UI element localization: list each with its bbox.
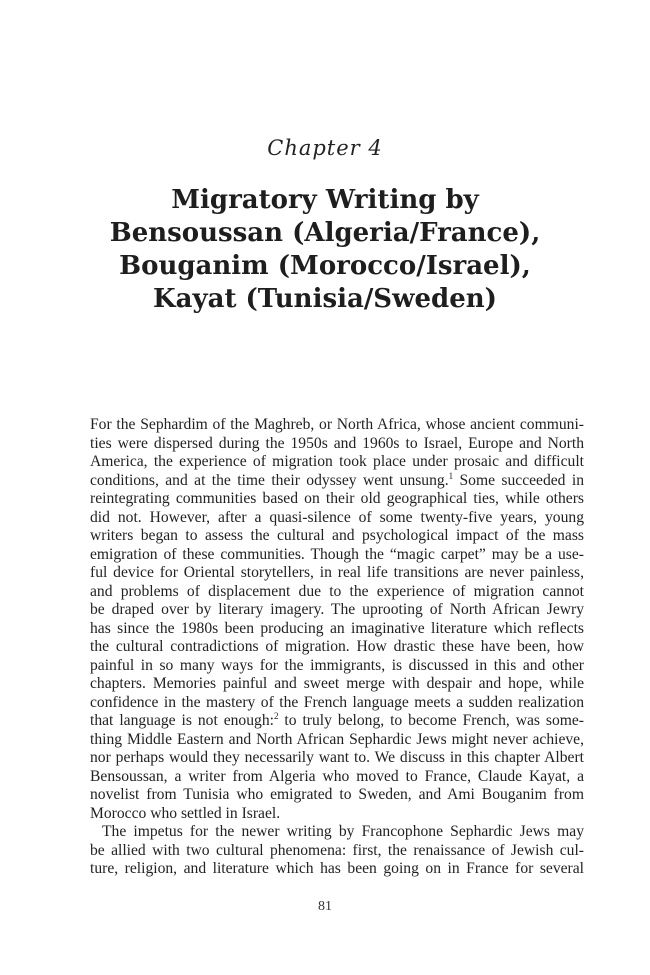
body-line — [90, 472, 584, 491]
footnote-ref: 2 — [273, 711, 279, 721]
body-line: painful in so many ways for the immigrants, is discussed in this and other — [90, 656, 584, 674]
page-number: 81 — [318, 899, 332, 914]
body-line-tail: Some succeeded in — [453, 471, 584, 489]
body-line: and problems of displacement due to the experience of migration cannot — [90, 582, 584, 600]
footnote-ref: 1 — [448, 470, 454, 481]
body-line: ties were dispersed during the 1950s and 1960s to Israel, Europe and North — [90, 434, 584, 452]
body-line: did not. However, after a quasi-silence of some twenty-five years, young — [90, 508, 584, 526]
chapter-title-line: Migratory Writing by — [171, 185, 479, 215]
body-line — [90, 712, 584, 731]
body-line-text: conditions, and at the time their odyssey went unsung. — [90, 471, 449, 489]
body-line: chapters. Memories painful and sweet merge with despair and hope, while — [90, 675, 584, 692]
body-line: emigration of these communities. Though the “magic carpet” may be a use- — [90, 545, 584, 563]
body-line: For the Sephardim of the Maghreb, or North Africa, whose ancient communi- — [90, 416, 584, 433]
body-line: Morocco who settled in Israel. — [90, 804, 281, 822]
chapter-title-line: Kayat (Tunisia/Sweden) — [153, 284, 497, 314]
body-line-text: that language is not enough: — [90, 712, 274, 729]
body-line: Bensoussan, a writer from Algeria who moved to France, Claude Kayat, a — [90, 767, 584, 785]
body-line: be allied with two cultural phenomena: first, the renaissance of Jewish cul- — [90, 841, 584, 859]
chapter-title — [40, 184, 610, 316]
chapter-title-line: Bensoussan (Algeria/France), — [109, 218, 541, 248]
body-line: the cultural contradictions of migration. How drastic these have been, how — [90, 638, 584, 655]
body-line: be draped over by literary imagery. The uprooting of North African Jewry — [90, 601, 584, 618]
body-line: ture, religion, and literature which has been going on in France for several — [90, 860, 584, 877]
body-line: ful device for Oriental storytellers, in real life transitions are never painless, — [90, 564, 584, 581]
chapter-title-line: Bouganim (Morocco/Israel), — [119, 251, 531, 281]
body-line: has since the 1980s been producing an imaginative literature which reflects — [90, 619, 584, 637]
body-text — [90, 416, 584, 879]
body-line: America, the experience of migration took place under prosaic and difficult — [90, 453, 584, 470]
body-line: writers began to assess the cultural and psychological impact of the mass — [90, 527, 584, 544]
body-line: thing Middle Eastern and North African Sephardic Jews might never achieve, — [90, 730, 584, 748]
body-line-indented: The impetus for the newer writing by Francophone Sephardic Jews may — [102, 823, 584, 840]
body-line: novelist from Tunisia who emigrated to Sweden, and Ami Bouganim from — [90, 786, 584, 803]
body-line: reintegrating communities based on their old geographical ties, while others — [90, 490, 584, 507]
body-line: confidence in the mastery of the French language meets a sudden realization — [90, 693, 584, 711]
body-line-tail: to truly belong, to become French, was some- — [278, 712, 584, 729]
body-line: nor perhaps would they necessarily want to. We discuss in this chapter Albert — [90, 749, 584, 766]
chapter-label: Chapter 4 — [267, 136, 383, 160]
